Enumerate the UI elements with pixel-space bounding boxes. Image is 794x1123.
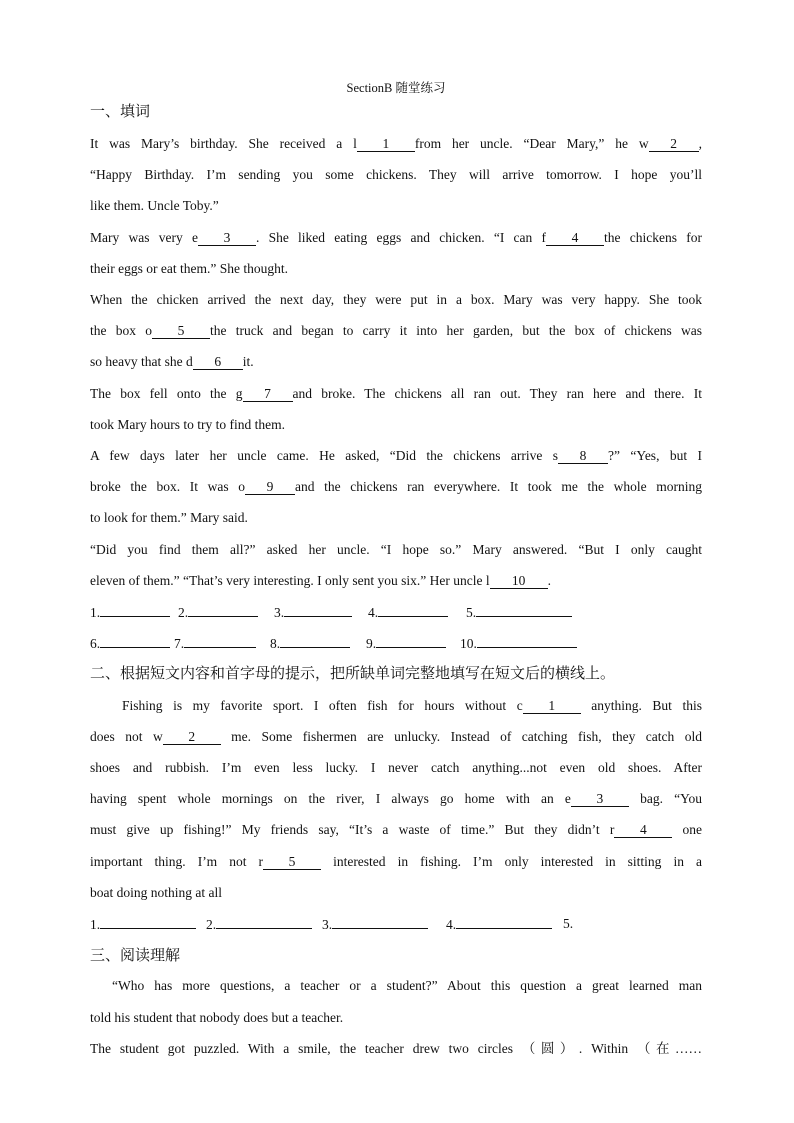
part3-line3: The student got puzzled. With a smile, the teacher drew two circles （圆）. Within （在…… [90,1041,702,1056]
blank-9: 9 [245,479,295,495]
blank-1: 1 [357,136,415,152]
part1-p6-line1: “Did you find them all?” asked her uncle. “I hope so.” Mary answered. “But I only caught [90,542,702,557]
part3-line1: “Who has more questions, a teacher or a student?” About this question a great learned man [112,978,702,993]
part3-heading: 三、阅读理解 [90,946,181,964]
p2-blank-1: 1 [523,698,581,714]
part2-line6: important thing. I’m not r 5 interested in fishing. I’m only interested in sitting in a [90,854,702,869]
part1-p2-line1: Mary was very e 3 . She liked eating eggs and chicken. “I can f 4 the chickens for [90,230,702,245]
part1-p3-line2: the box o 5 the truck and began to carry it into her garden, but the box of chickens was [90,323,702,338]
part2-line2: does not w 2 me. Some fishermen are unlucky. Instead of catching fish, they catch old [90,729,703,744]
blank-6: 6 [193,354,243,370]
answer-line-9[interactable]: 9. [366,633,446,654]
part2-heading: 二、根据短文内容和首字母的提示，把所缺单词完整地填写在短文后的横线上。 [90,664,616,682]
part2-line4: having spent whole mornings on the river, I always go home with an e 3 bag. “You [90,791,702,806]
part1-answer-row-1 [90,602,702,622]
p2-blank-5: 5 [263,854,321,870]
answer-line-3[interactable]: 3. [274,602,352,623]
answer-line-10[interactable]: 10. [460,633,577,654]
answer-line-5[interactable]: 5. [466,602,572,623]
part2-line1: Fishing is my favorite sport. I often fish for hours without c 1 anything. But this [122,698,702,713]
blank-8: 8 [558,448,608,464]
p2-answer-line-2[interactable]: 2. [206,914,312,935]
p2-blank-2: 2 [163,729,221,745]
blank-4: 4 [546,230,604,246]
part1-p5-line3: to look for them.” Mary said. [90,510,248,525]
part2-answer-row [90,914,702,934]
part1-p6-line2: eleven of them.” “That’s very interesting. I only sent you six.” Her uncle l 10 . [90,573,552,588]
answer-line-7[interactable]: 7. [174,633,256,654]
part1-heading: 一、填词 [90,102,151,120]
blank-7: 7 [243,386,293,402]
part1-answer-row-2 [90,633,702,653]
p2-answer-line-5[interactable]: 5. [563,916,574,931]
part1-p3-line3: so heavy that she d 6 it. [90,354,254,369]
part1-p3-line1: When the chicken arrived the next day, they were put in a box. Mary was very happy. She took [90,292,702,307]
part3-line2: told his student that nobody does but a teacher. [90,1010,344,1025]
part1-p5-line2: broke the box. It was o 9 and the chickens ran everywhere. It took me the whole morning [90,479,702,494]
blank-2: 2 [649,136,699,152]
p2-answer-line-4[interactable]: 4. [446,914,552,935]
part1-p5-line1: A few days later her uncle came. He asked, “Did the chickens arrive s 8 ?” “Yes, but I [90,448,702,463]
part2-line5: must give up fishing!” My friends say, “It’s a waste of time.” But they didn’t r 4 one [90,822,702,837]
part1-p2-line2: their eggs or eat them.” She thought. [90,261,288,276]
blank-5: 5 [152,323,210,339]
p2-blank-3: 3 [571,791,629,807]
blank-10: 10 [490,573,548,589]
answer-line-2[interactable]: 2. [178,602,258,623]
answer-line-8[interactable]: 8. [270,633,350,654]
blank-3: 3 [198,230,256,246]
p2-answer-line-1[interactable]: 1. [90,914,196,935]
part2-line3: shoes and rubbish. I’m even less lucky. I never catch anything...not even old shoes. After [90,760,702,775]
part2-line7: boat doing nothing at all [90,885,222,900]
p2-blank-4: 4 [614,822,672,838]
part1-p4-line2: took Mary hours to try to find them. [90,417,285,432]
part1-p1-line2: “Happy Birthday. I’m sending you some chickens. They will arrive tomorrow. I hope you’ll [90,167,702,182]
answer-line-4[interactable]: 4. [368,602,448,623]
part1-p4-line1: The box fell onto the g 7 and broke. The chickens all ran out. They ran here and there. It [90,386,702,401]
part1-p1-line3: like them. Uncle Toby.” [90,198,219,213]
answer-line-6[interactable]: 6. [90,633,170,654]
page-title: SectionB 随堂练习 [346,81,446,95]
p2-answer-line-3[interactable]: 3. [322,914,428,935]
answer-line-1[interactable]: 1. [90,602,170,623]
part1-p1-line1: It was Mary’s birthday. She received a l 1 from her uncle. “Dear Mary,” he w 2 , [90,136,702,151]
